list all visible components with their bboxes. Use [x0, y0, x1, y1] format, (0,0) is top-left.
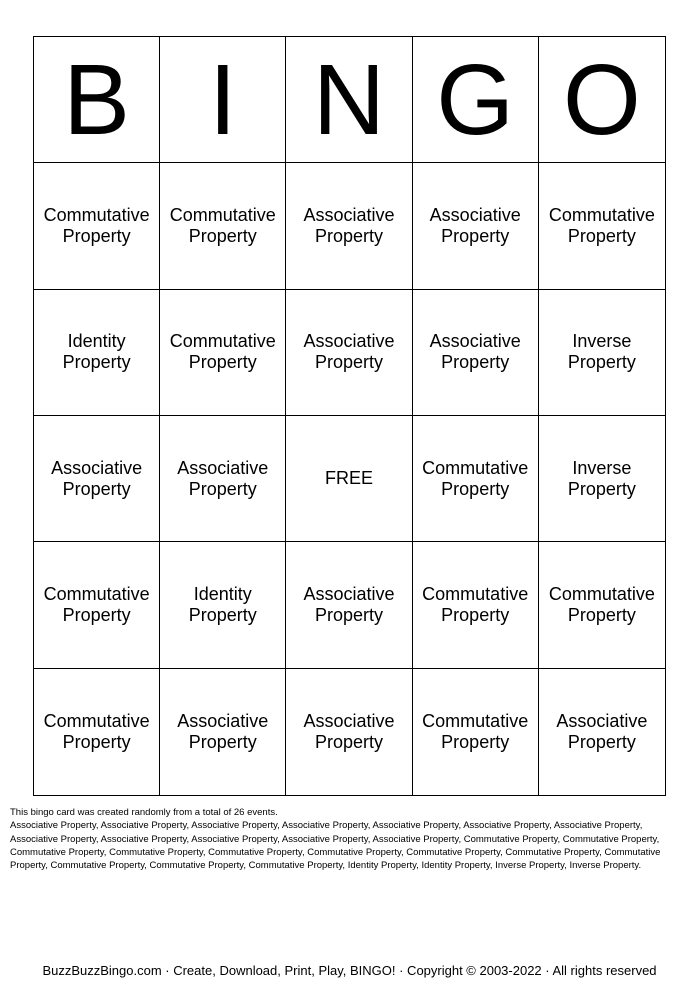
bingo-square: Associative Property [160, 416, 286, 542]
bingo-square: Associative Property [556, 710, 648, 752]
header-letter-i: I [160, 37, 286, 163]
bingo-square: Associative Property [160, 669, 286, 795]
bingo-square: Commutative Property [160, 163, 286, 289]
free-square: FREE [286, 416, 412, 542]
header-letter-n: N [286, 37, 412, 163]
site-footer: BuzzBuzzBingo.com · Create, Download, Print, Play, BINGO! · Copyright © 2003-2022 · All rights reserved [42, 963, 657, 978]
bingo-square: Inverse Property [539, 416, 665, 542]
bingo-square: Identity Property [160, 542, 286, 668]
bingo-square: Commutative Property [34, 669, 160, 795]
header-letter-b: B [34, 37, 160, 163]
bingo-square: Commutative Property [34, 542, 160, 668]
bingo-square: Commutative Property [413, 542, 539, 668]
bingo-square: Associative Property [286, 163, 412, 289]
bingo-square: Commutative Property [34, 163, 160, 289]
event-list-note [10, 806, 682, 872]
bingo-square: Identity Property [34, 290, 160, 416]
bingo-square: Commutative Property [539, 163, 665, 289]
bingo-square: Associative Property [413, 290, 539, 416]
bingo-square: Associative Property [286, 290, 412, 416]
bingo-square: Associative Property [413, 163, 539, 289]
header-letter-o: O [539, 37, 665, 163]
bingo-square: Commutative Property [413, 416, 539, 542]
bingo-card [33, 36, 666, 796]
event-list: Associative Property, Associative Property, Associative Property, Associative Property, Associative Property, Associative Property, Associative Property, Associative Property, Associative Property, Associative Property, Associative Property, Associative Property, Commutative Property, Commutative Property, Commutative Property, Commutative Property, Commutative Property, Commutative Property, Commutative Property, Commutative Property, Commutative Property, Commutative Property, Commutative Property, Commutative Property, Identity Property, Identity Property, Inverse Property, Inverse Property. [10, 820, 661, 872]
event-list-intro: This bingo card was created randomly from a total of 26 events. [10, 807, 278, 818]
header-letter-g: G [413, 37, 539, 163]
bingo-square: Commutative Property [160, 290, 286, 416]
bingo-square: Commutative Property [413, 669, 539, 795]
bingo-square: Inverse Property [539, 290, 665, 416]
bingo-square: Associative Property [286, 669, 412, 795]
bingo-square: Associative Property [286, 542, 412, 668]
bingo-square: Associative Property [34, 416, 160, 542]
bingo-square: Commutative Property [539, 542, 665, 668]
